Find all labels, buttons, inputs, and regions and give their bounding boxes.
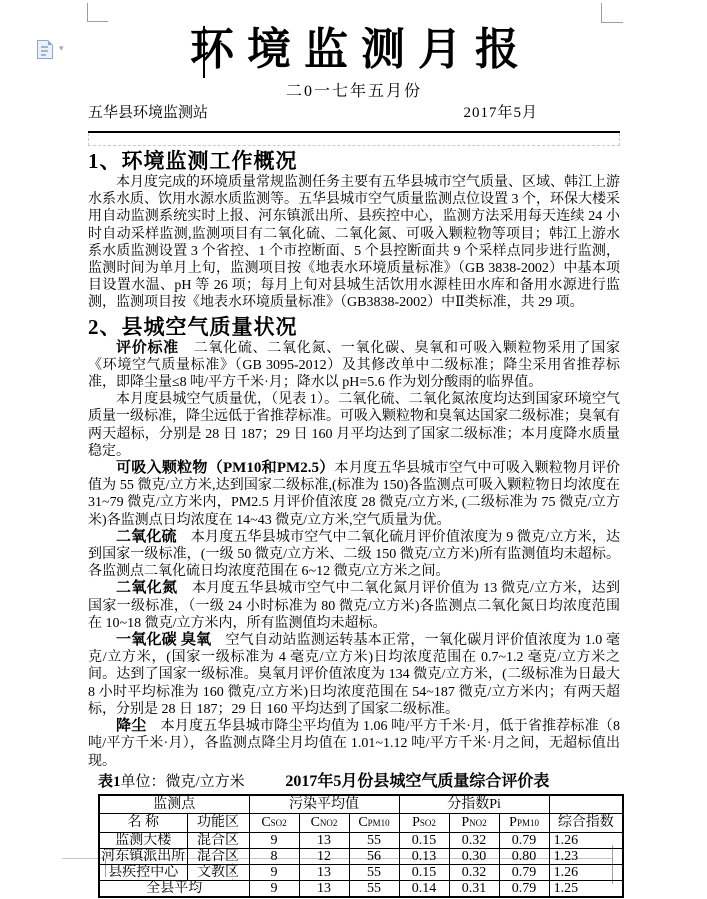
value-cell: 0.14 (399, 880, 449, 897)
paragraph-overview: 本月度县城空气质量优，（见表 1）。二氧化硫、二氧化氮浓度均达到国家环境空气质量一级标准，降尘远低于省推荐标准。可吸入颗粒物和臭氧达国家二级标准；臭氧有两天超标，分别是 28 日 187；29 日 160 月平均达到了国家二级标准；本月度降水质量稳定。 (88, 392, 620, 459)
section-1-heading: 1、环境监测工作概况 (88, 149, 298, 173)
value-cell: 13 (299, 864, 349, 880)
table-subheader-row (99, 813, 623, 832)
value-cell: 0.32 (449, 832, 499, 848)
header-pi-group: 分指数Pi (399, 795, 549, 814)
value-cell: 0.13 (399, 848, 449, 864)
paragraph-lead: 评价标准 (116, 339, 179, 356)
header-zone: 功能区 (187, 813, 249, 832)
table-title: 2017年5月份县城空气质量综合评价表 (285, 772, 550, 790)
header-p-no2: PNO2 (449, 813, 499, 832)
table-caption (88, 773, 620, 791)
value-cell: 56 (349, 848, 399, 864)
section-2-heading: 2、县城空气质量状况 (88, 314, 298, 339)
air-quality-table (98, 794, 624, 898)
composite-cell: 1.23 (549, 848, 623, 864)
table-header-row (99, 795, 623, 814)
paragraph-lead: 降尘 (116, 718, 147, 735)
value-cell: 9 (249, 832, 299, 848)
value-cell: 0.79 (499, 832, 549, 848)
document-icon[interactable] (37, 40, 53, 59)
site-zone: 混合区 (187, 848, 249, 864)
table-label: 表1 (98, 773, 121, 790)
site-zone: 混合区 (187, 832, 249, 848)
site-name: 县疾控中心 (99, 864, 187, 880)
summary-name: 全县平均 (99, 880, 249, 897)
composite-cell: 1.26 (549, 864, 623, 880)
header-site-group: 监测点 (99, 795, 249, 814)
header-pollution-group: 污染平均值 (249, 795, 399, 814)
value-cell: 55 (349, 880, 399, 897)
value-cell: 55 (349, 864, 399, 880)
paragraph-pm: 可吸入颗粒物（PM10和PM2.5）本月度五华县城市空气中可吸入颗粒物月评价值为 55 微克/立方米,达到国家二级标准,(标准为 150)各监测点可吸入颗粒物日均浓度在 31~79 微克/立方米内，PM2.5 月评价值浓度 28 微克/立方米, (二级标准为 75 微克/立方米)各监测点日均浓度在 14~43 微克/立方米,空气质量为优。 (88, 460, 620, 528)
page-title: 环境监测月报 (190, 25, 532, 74)
paragraph-co-o3: 一氧化碳 臭氧 空气自动站监测运转基本正常，一氧化碳月评价值浓度为 1.0 毫克/立方米，(国家一级标准为 4 毫克/立方米)日均浓度范围在 0.7~1.2 毫克/立方米之间。达到了国家一级标准。臭氧月评价值浓度为 134 微克/立方米，(二级标准为日最大 8 小时平均标准为 160 微克/立方米)日均浓度范围在 54~187 微克/立方米内；有两天超标，分别是 28 日 187；29 日 160 平均达到了国家二级标准。 (88, 632, 620, 717)
dropdown-arrow-icon[interactable]: ▾ (59, 44, 64, 54)
header-c-no2: CNO2 (299, 813, 349, 832)
header-c-pm10: CPM10 (349, 813, 399, 832)
value-cell: 13 (299, 832, 349, 848)
document-content (88, 0, 620, 898)
header-c-so2: CSO2 (249, 813, 299, 832)
page-subtitle: 二0一七年五月份 (285, 83, 422, 100)
value-cell: 0.15 (399, 832, 449, 848)
header-p-pm10: PPM10 (499, 813, 549, 832)
value-cell: 0.79 (499, 880, 549, 897)
composite-cell: 1.25 (549, 880, 623, 897)
header-composite: 综合指数 (549, 813, 623, 832)
paragraph-lead: 二氧化氮 (116, 580, 178, 597)
value-cell: 0.30 (449, 848, 499, 864)
table-unit: 单位：微克/立方米 (120, 773, 245, 790)
paragraph-no2: 二氧化氮 本月度五华县城市空气中二氧化氮月评价值为 13 微克/立方米，达到国家一级标准，（一级 24 小时标准为 80 微克/立方米)各监测点二氧化氮日均浓度范围在 10~18 微克/立方米内，所有监测值均未超标。 (88, 580, 620, 631)
value-cell: 8 (249, 848, 299, 864)
table-row (99, 832, 623, 848)
composite-cell: 1.26 (549, 832, 623, 848)
value-cell: 0.32 (449, 864, 499, 880)
paragraph-lead: 二氧化硫 (116, 528, 177, 545)
paragraph-dust: 降尘 本月度五华县城市降尘平均值为 1.06 吨/平方千米·月，低于省推荐标准（8 吨/平方千米·月），各监测点降尘月均值在 1.01~1.12 吨/平方千米·月之间，无超标值出现。 (88, 718, 620, 769)
header-name: 名 称 (99, 813, 187, 832)
value-cell: 13 (299, 880, 349, 897)
value-cell: 0.79 (499, 864, 549, 880)
table-summary-row (99, 880, 623, 897)
report-date: 2017年5月 (463, 105, 538, 121)
header-empty-cell (549, 795, 623, 814)
value-cell: 0.80 (499, 848, 549, 864)
value-cell: 0.31 (449, 880, 499, 897)
table-row (99, 848, 623, 864)
paragraph-so2: 二氧化硫 本月度五华县城市空气中二氧化硫月评价值浓度为 9 微克/立方米，达到国家一级标准，(一级 50 微克/立方米、二级 150 微克/立方米)所有监测值均未超标。各监测点二氧化硫日均浓度范围在 6~12 微克/立方米之间。 (88, 528, 620, 580)
site-name: 河东镇派出所 (99, 848, 187, 864)
page-fold-icon (48, 40, 53, 45)
section-1-paragraph: 本月度完成的环境质量常规监测任务主要有五华县城市空气质量、区域、韩江上游水系水质、饮用水源水质监测等。五华县城市空气质量监测点位设置 3 个，环保大楼采用自动监测系统实时上报、河东镇派出所、县疾控中心，监测方法采用每天连续 24 小时自动采样监测,监测项目有二氧化硫、二氧化氮、可吸入颗粒物等项目；韩江上游水系水质监测设置 3 个省控、1 个市控断面、5 个县控断面共 9 个采样点同步进行监测，监测时间为单月上旬，监测项目按《地表水环境质量标准》（GB 3838-2002）中基本项目设置水温、pH 等 26 项；每月上旬对县城生活饮用水源桂田水库和备用水源进行监测，监测项目按《地表水环境质量标准》（GB3838-2002）中Ⅱ类标准，共 29 项。 (88, 175, 620, 311)
site-name: 监测大楼 (99, 832, 187, 848)
table-row (99, 864, 623, 880)
value-cell: 9 (249, 864, 299, 880)
paragraph-lead: 一氧化碳 臭氧 (116, 632, 212, 649)
site-zone: 文教区 (187, 864, 249, 880)
station-name: 五华县环境监测站 (88, 105, 209, 121)
value-cell: 55 (349, 832, 399, 848)
header-p-so2: PSO2 (399, 813, 449, 832)
byline-row (88, 105, 620, 122)
paragraph-lead: 可吸入颗粒物（PM10和PM2.5） (116, 460, 335, 477)
value-cell: 12 (299, 848, 349, 864)
value-cell: 9 (249, 880, 299, 897)
empty-header-frame (88, 133, 620, 146)
value-cell: 0.15 (399, 864, 449, 880)
paragraph-standard: 评价标准 二氧化硫、二氧化氮、一氧化碳、臭氧和可吸入颗粒物采用了国家《环境空气质量标准》（GB 3095-2012）及其修改单中二级标准；降尘采用省推荐标准，即降尘量≤8 吨/平方千米·月；降水以 pH=5.6 作为划分酸雨的临界值。 (88, 339, 620, 391)
